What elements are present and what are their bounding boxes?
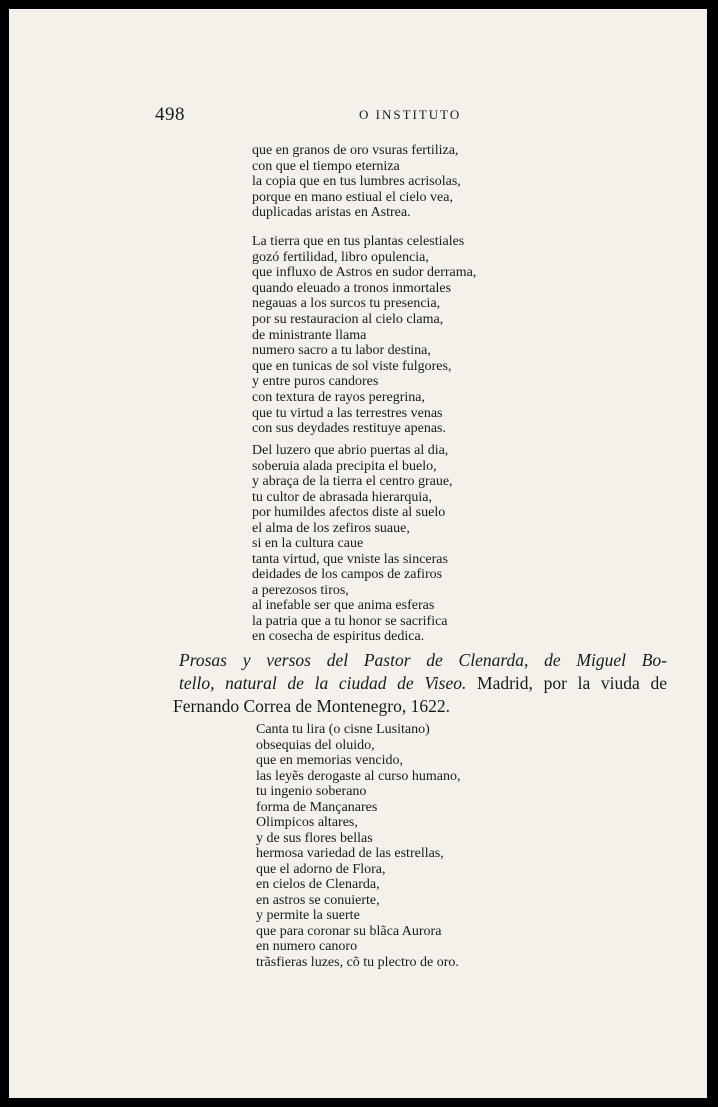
verse-line: porque en mano estiual el cielo vea,	[252, 189, 453, 205]
bibliographic-entry	[173, 649, 667, 718]
page-number: 498	[155, 104, 185, 125]
verse-line: con textura de rayos peregrina,	[252, 389, 425, 405]
verse-line: que influxo de Astros en sudor derrama,	[252, 265, 477, 281]
verse-line: al inefable ser que anima esferas	[252, 598, 435, 613]
verse-line: duplicadas aristas en Astrea.	[252, 205, 411, 221]
journal-title: O INSTITUTO	[359, 107, 462, 122]
verse-line: tu ingenio soberano	[256, 784, 367, 799]
verse-line: en astros se conuierte,	[256, 892, 380, 908]
entry-title-part-2: tello, natural de la ciudad de Viseo.	[179, 673, 467, 693]
verse-line: Olimpicos altares,	[256, 815, 358, 830]
verse-line: que en tunicas de sol viste fulgores,	[252, 358, 452, 374]
verse-line: La tierra que en tus plantas celestiales	[252, 234, 465, 249]
verse-line: que tu virtud a las terrestres venas	[252, 405, 443, 421]
poem-stanza-2	[252, 234, 476, 437]
verse-line: la patria que a tu honor se sacrifica	[252, 613, 448, 629]
verse-line: quando eleuado a tronos inmortales	[252, 280, 452, 296]
verse-line: de ministrante llama	[252, 327, 367, 343]
verse-line: a perezosos tiros,	[252, 582, 349, 598]
book-page	[9, 9, 707, 1098]
verse-line: negauas a los surcos tu presencia,	[252, 296, 441, 312]
verse-line: soberuia alada precipita el buelo,	[252, 458, 437, 474]
verse-line: hermosa variedad de las estrellas,	[256, 846, 444, 861]
verse-line: forma de Mançanares	[256, 799, 378, 815]
verse-line: con que el tiempo eterniza	[252, 158, 400, 174]
verse-line: en numero canoro	[256, 939, 358, 954]
verse-line: que en granos de oro vsuras fertiliza,	[252, 143, 459, 158]
entry-imprint-part-2: Fernando Correa de Montenegro, 1622.	[173, 696, 451, 716]
entry-imprint-part-1: Madrid, por la viuda de	[466, 673, 667, 693]
verse-line: que el adorno de Flora,	[256, 861, 386, 877]
poem-part-2	[256, 722, 461, 970]
verse-line: la copia que en tus lumbres acrisolas,	[252, 174, 461, 190]
entry-line-1	[179, 649, 667, 672]
verse-line: deidades de los campos de zafiros	[252, 567, 443, 582]
verse-line: y entre puros candores	[252, 374, 379, 390]
verse-line: por su restauracion al cielo clama,	[252, 311, 444, 327]
verse-line: numero sacro a tu labor destina,	[252, 343, 431, 359]
verse-line: y abraça de la tierra el centro graue,	[252, 474, 453, 489]
verse-line: Del luzero que abrio puertas al dia,	[252, 443, 449, 458]
entry-title-part-1: Prosas y versos del Pastor de Clenarda, de Miguel Bo-	[179, 650, 667, 670]
verse-line: en cosecha de espiritus dedica.	[252, 629, 425, 644]
poem-stanza-1	[252, 143, 461, 221]
verse-line: el alma de los zefiros suaue,	[252, 520, 410, 536]
verse-line: en cielos de Clenarda,	[256, 877, 380, 892]
poem-stanza-3	[252, 443, 453, 645]
verse-line: por humildes afectos diste al suelo	[252, 505, 446, 520]
verse-line: y de sus flores bellas	[256, 830, 373, 846]
verse-line: tu cultor de abrasada hierarquia,	[252, 489, 432, 505]
verse-line: gozó fertilidad, libro opulencia,	[252, 249, 429, 265]
verse-line: trãsfieras luzes, cõ tu plectro de oro.	[256, 954, 459, 970]
verse-line: si en la cultura caue	[252, 536, 364, 551]
running-head	[9, 104, 707, 134]
verse-line: tanta virtud, que vniste las sinceras	[252, 551, 448, 567]
verse-line: con sus deydades restituye apenas.	[252, 421, 446, 437]
verse-line: Canta tu lira (o cisne Lusitano)	[256, 722, 430, 737]
verse-line: y permite la suerte	[256, 908, 360, 923]
entry-line-2	[179, 672, 667, 695]
verse-line: obsequias del oluido,	[256, 737, 375, 753]
verse-line: que para coronar su blãca Aurora	[256, 923, 442, 939]
verse-line: las leyẽs derogaste al curso humano,	[256, 768, 461, 784]
verse-line: que en memorias vencido,	[256, 753, 403, 768]
